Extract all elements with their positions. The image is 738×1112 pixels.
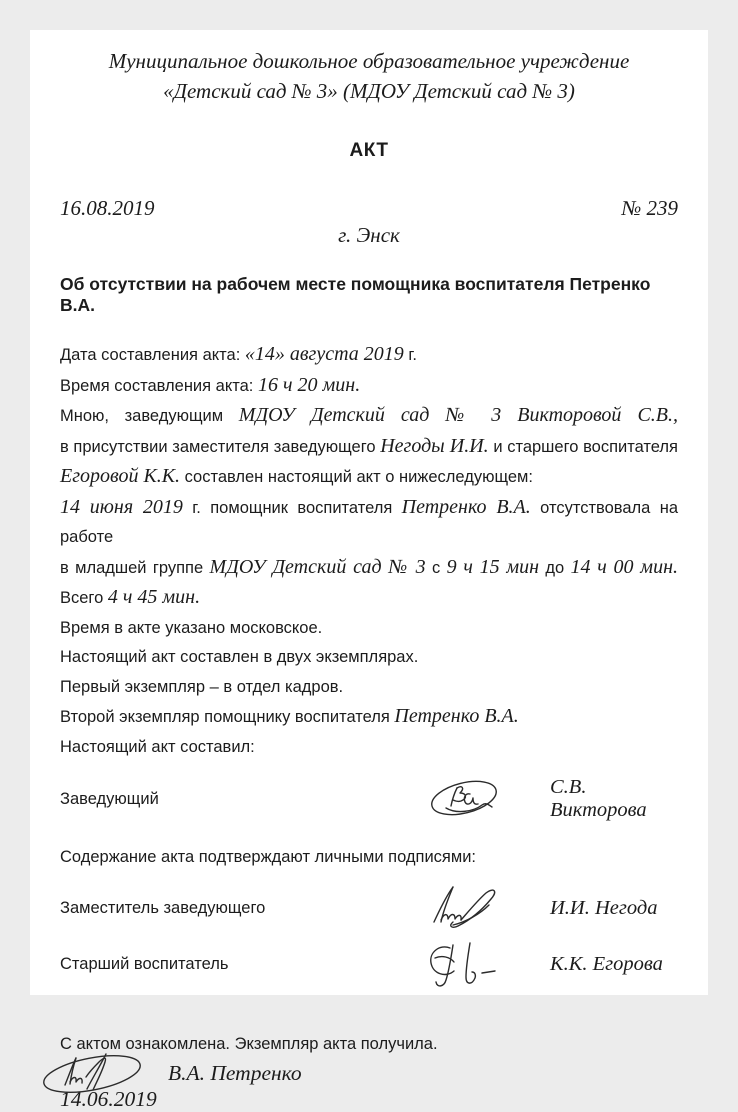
body-line [60, 432, 678, 463]
witness-role-label: Старший воспитатель [60, 954, 229, 973]
body-line [60, 643, 678, 673]
viktorova-signature-icon [425, 773, 505, 825]
text-segment: и старшего воспитателя [488, 437, 678, 456]
text-segment: Мною, заведующим [60, 407, 239, 425]
composer-signature-row [60, 772, 678, 826]
egorova-signature-icon [420, 938, 510, 990]
body-line [60, 614, 678, 644]
doc-subject: Об отсутствии на рабочем месте помощника воспитателя Петренко В.А. [60, 274, 651, 315]
text-segment: в младшей группе [60, 558, 210, 577]
body-line [60, 673, 678, 703]
acknowledgment-date: 14.06.2019 [60, 1087, 157, 1111]
text-segment: г. [403, 346, 417, 364]
witness-signature-row [60, 937, 678, 989]
confirm-heading: Содержание акта подтверждают личными подписями: [60, 848, 477, 866]
doc-city: г. Энск [338, 223, 400, 247]
composer-role-label: Заведующий [60, 789, 159, 808]
text-segment: МДОУ Детский сад № 3 [209, 555, 426, 578]
composer-signature-box [380, 772, 550, 826]
text-segment: Время составления акта: [60, 376, 258, 395]
text-segment: Настоящий акт составлен в двух экземплярах. [60, 648, 419, 666]
petrenko-signature-icon [38, 1047, 150, 1105]
acknowledgment-text: С актом ознакомлена. Экземпляр акта получила. [60, 1035, 438, 1053]
text-segment: г. помощник воспитателя [182, 498, 402, 517]
body-line [60, 371, 678, 402]
text-segment: Всего [60, 589, 108, 607]
witness-name: И.И. Негода [550, 896, 658, 919]
text-segment: Петренко В.А. [394, 705, 519, 727]
text-segment: 9 ч 15 мин [446, 555, 540, 578]
body-line [60, 553, 678, 584]
body-line [60, 583, 678, 614]
witness-signature-box [380, 881, 550, 935]
text-segment: Время в акте указано московское. [60, 618, 323, 637]
negoda-signature-icon [420, 882, 510, 934]
text-segment: составлен настоящий акт о нижеследующем: [180, 468, 533, 486]
composer-name: С.В. Викторова [550, 776, 647, 821]
org-name-line2: «Детский сад № 3» (МДОУ Детский сад № 3) [163, 79, 575, 103]
body-line [60, 733, 678, 763]
body-line [60, 401, 678, 432]
text-segment: «14» августа 2019 [244, 343, 404, 365]
body-line [60, 462, 678, 493]
body-line [60, 493, 678, 553]
doc-date: 16.08.2019 [60, 196, 155, 220]
text-segment: 14 ч 00 мин. [570, 555, 678, 578]
witness-signature-row [60, 881, 678, 933]
text-segment: 4 ч 45 мин. [107, 586, 201, 608]
doc-type-title: АКТ [349, 140, 389, 161]
date-number-row [60, 196, 678, 221]
text-segment: Второй экземпляр помощнику воспитателя [60, 708, 395, 726]
text-segment: Настоящий акт составил: [60, 737, 255, 756]
text-segment: Первый экземпляр – в отдел кадров. [60, 677, 344, 696]
body-line [60, 340, 678, 371]
org-name [60, 46, 678, 106]
document-page [30, 30, 708, 1111]
witness-role-label: Заместитель заведующего [60, 898, 266, 917]
text-segment: 14 июня 2019 [60, 495, 183, 518]
text-segment: в присутствии заместителя заведующего [60, 437, 381, 456]
text-segment: с [425, 558, 447, 577]
text-segment: Петренко В.А. [401, 495, 531, 518]
acknowledgment-block [60, 1033, 678, 1112]
text-segment: Негоды И.И. [380, 434, 489, 457]
text-segment: Дата составления акта: [60, 346, 245, 364]
witness-signature-box [380, 937, 550, 991]
doc-number: № 239 [621, 196, 678, 220]
witness-name: К.К. Егорова [550, 952, 663, 975]
text-segment: 16 ч 20 мин. [257, 373, 361, 396]
witness-signature-rows [60, 881, 678, 989]
text-segment: до [539, 558, 571, 577]
acknowledgment-name: В.А. Петренко [168, 1061, 302, 1085]
text-segment: Егоровой К.К. [60, 465, 180, 487]
text-segment: МДОУ Детский сад № 3 Викторовой С.В., [238, 404, 679, 426]
body-paragraphs [60, 340, 678, 762]
text-segment: отсутствовала на работе [60, 498, 679, 546]
body-line [60, 702, 678, 733]
org-name-line1: Муниципальное дошкольное образовательное учреждение [108, 49, 630, 73]
